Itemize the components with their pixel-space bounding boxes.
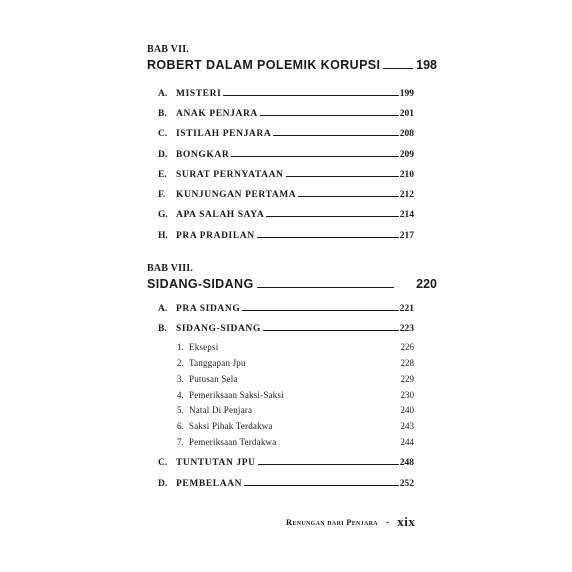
subentry-page: 226 (400, 342, 414, 352)
entry-page: 201 (399, 109, 414, 119)
entry-title: PEMBELAAN (176, 479, 243, 489)
entry-title: PRA SIDANG (176, 304, 241, 314)
toc-entry (158, 166, 414, 180)
toc-subentry (177, 371, 414, 384)
entry-letter: C. (158, 129, 168, 139)
chapter-page: 220 (416, 277, 437, 291)
entry-title: KUNJUNGAN PERTAMA (176, 190, 297, 200)
entry-page: 252 (399, 479, 414, 489)
toc-entry (158, 454, 414, 468)
entry-letter: A. (158, 304, 168, 314)
chapter-heading (147, 263, 437, 291)
footer-separator: - (385, 516, 390, 528)
subentry-title: Natal Di Penjara (189, 405, 253, 415)
subentry-page: 244 (400, 437, 414, 447)
entry-title: TUNTUTAN JPU (176, 458, 256, 468)
entry-page: 199 (399, 89, 414, 99)
chapter-title: SIDANG-SIDANG (147, 277, 254, 291)
entry-page: 209 (399, 150, 414, 160)
toc-entry (158, 186, 414, 200)
subentry-number: 1. (177, 342, 184, 352)
toc-entry (158, 125, 414, 139)
leader-line (231, 156, 398, 157)
leader-line (258, 464, 399, 465)
subentry-number: 6. (177, 421, 184, 431)
toc-entry (158, 320, 414, 334)
footer-page-number: xix (397, 514, 416, 529)
subentry-page: 228 (400, 358, 414, 368)
subentry-title: Putusan Sela (189, 374, 238, 384)
chapter-title: ROBERT DALAM POLEMIK KORUPSI (147, 58, 381, 72)
toc-entry (158, 85, 414, 99)
leader-line (383, 68, 413, 69)
entry-title: SURAT PERNYATAAN (176, 170, 284, 180)
subentry-title: Tanggapan Jpu (189, 358, 246, 368)
toc-entry (158, 206, 414, 220)
toc-subentry (177, 339, 414, 352)
entry-title: MISTERI (176, 89, 222, 99)
leader-line (273, 135, 398, 136)
leader-line (257, 237, 399, 238)
toc-entry (158, 227, 414, 241)
entry-letter: C. (158, 458, 168, 468)
entry-letter: D. (158, 150, 168, 160)
chapter-label: BAB VII. (147, 44, 189, 55)
entry-letter: A. (158, 89, 168, 99)
footer-book-title: Renungan dari Penjara (286, 517, 378, 527)
subentry-title: Saksi Pihak Terdakwa (189, 421, 273, 431)
subentry-number: 7. (177, 437, 184, 447)
entry-letter: B. (158, 109, 167, 119)
entry-letter: F. (158, 190, 166, 200)
subentry-number: 5. (177, 405, 184, 415)
entry-page: 221 (399, 304, 414, 314)
leader-line (286, 176, 399, 177)
entry-title: ANAK PENJARA (176, 109, 258, 119)
leader-line (244, 485, 399, 486)
leader-line (242, 310, 398, 311)
entry-title: BONGKAR (176, 150, 230, 160)
entry-page: 223 (399, 324, 414, 334)
entry-letter: D. (158, 479, 168, 489)
subentry-title: Eksepsi (189, 342, 219, 352)
toc-subentry (177, 418, 414, 431)
page-footer (286, 514, 415, 530)
entry-page: 214 (399, 210, 414, 220)
entry-page: 248 (399, 458, 414, 468)
subentry-number: 4. (177, 390, 184, 400)
entry-title: APA SALAH SAYA (176, 210, 265, 220)
leader-line (298, 196, 398, 197)
entry-letter: B. (158, 324, 167, 334)
chapter-label: BAB VIII. (147, 263, 194, 274)
leader-line (260, 115, 399, 116)
subentry-page: 240 (400, 405, 414, 415)
entry-letter: E. (158, 170, 167, 180)
entry-page: 208 (399, 129, 414, 139)
subentry-number: 2. (177, 358, 184, 368)
subentry-page: 230 (400, 390, 414, 400)
leader-line (223, 95, 398, 96)
toc-subentry (177, 387, 414, 400)
entry-page: 217 (399, 231, 414, 241)
toc-entry (158, 300, 414, 314)
subentry-title: Pemeriksaan Terdakwa (189, 437, 277, 447)
leader-line (266, 216, 398, 217)
toc-entry (158, 475, 414, 489)
toc-subentry (177, 434, 414, 447)
entry-page: 212 (399, 190, 414, 200)
toc-subentry (177, 355, 414, 368)
entry-letter: H. (158, 231, 168, 241)
entry-title: PRA PRADILAN (176, 231, 255, 241)
chapter-title-row (147, 58, 437, 72)
toc-entry (158, 146, 414, 160)
leader-line (257, 287, 395, 288)
entry-title: SIDANG-SIDANG (176, 324, 261, 334)
subentry-page: 243 (400, 421, 414, 431)
chapter-title-row (147, 277, 437, 291)
subentry-number: 3. (177, 374, 184, 384)
chapter-heading (147, 44, 437, 72)
chapter-page: 198 (416, 58, 437, 72)
toc-entry (158, 105, 414, 119)
entry-page: 210 (399, 170, 414, 180)
leader-line (263, 330, 399, 331)
entry-title: ISTILAH PENJARA (176, 129, 272, 139)
subentry-page: 229 (400, 374, 414, 384)
entry-letter: G. (158, 210, 168, 220)
subentry-title: Pemeriksaan Saksi-Saksi (189, 390, 284, 400)
toc-subentry (177, 402, 414, 415)
